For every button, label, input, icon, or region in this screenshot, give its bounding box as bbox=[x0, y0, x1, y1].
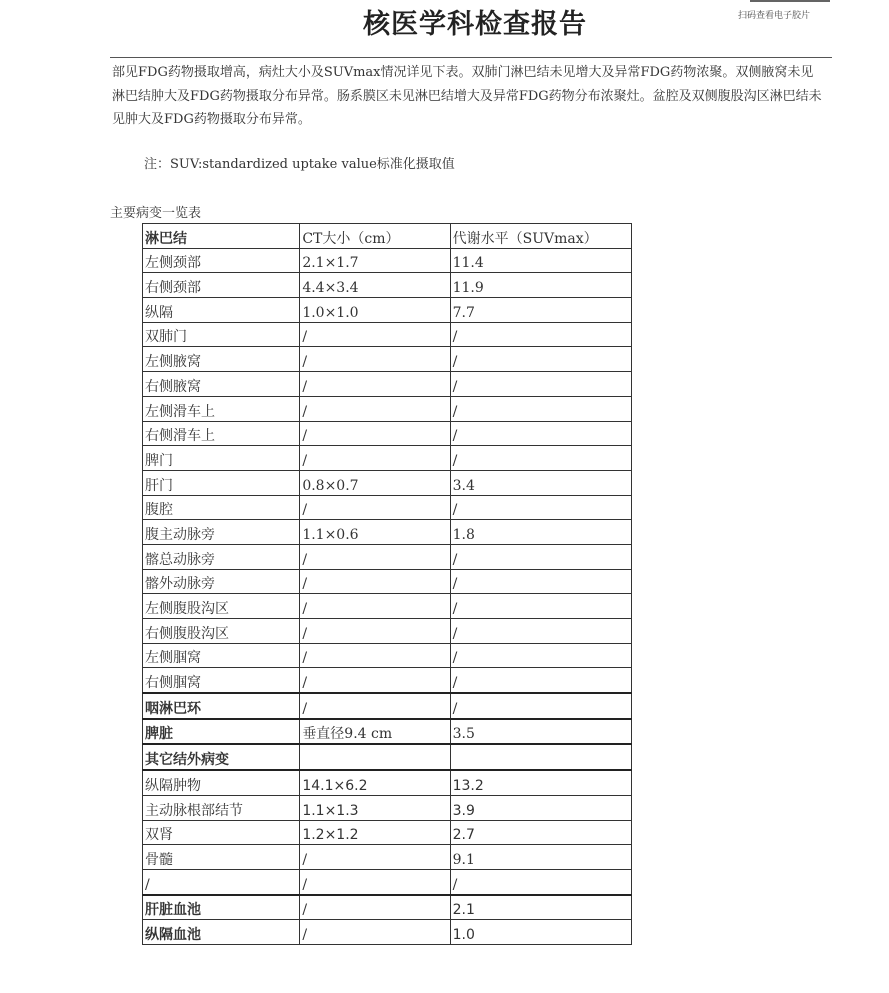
cell-suvmax: / bbox=[450, 619, 631, 644]
cell-ct-size: / bbox=[300, 396, 450, 421]
cell-site: 咽淋巴环 bbox=[143, 693, 300, 719]
cell-suvmax: 7.7 bbox=[450, 298, 631, 323]
cell-site: 右侧腋窝 bbox=[143, 372, 300, 397]
cell-site: 纵隔血池 bbox=[143, 920, 300, 945]
cell-site: 右侧颈部 bbox=[143, 273, 300, 298]
cell-ct-size: / bbox=[300, 446, 450, 471]
cell-ct-size: / bbox=[300, 495, 450, 520]
cell-site: 左侧腹股沟区 bbox=[143, 594, 300, 619]
cell-site: 主动脉根部结节 bbox=[143, 795, 300, 820]
cell-ct-size: / bbox=[300, 322, 450, 347]
cell-suvmax: 11.4 bbox=[450, 248, 631, 273]
cell-ct-size: / bbox=[300, 668, 450, 693]
cell-ct-size: 垂直径9.4 cm bbox=[300, 719, 450, 745]
table-row bbox=[143, 895, 632, 920]
cell-suvmax: / bbox=[450, 322, 631, 347]
cell-ct-size: / bbox=[300, 693, 450, 719]
table-caption: 主要病变一览表 bbox=[110, 206, 202, 221]
cell-site: 其它结外病变 bbox=[143, 744, 300, 770]
cell-site: 髂外动脉旁 bbox=[143, 569, 300, 594]
cell-suvmax: 11.9 bbox=[450, 273, 631, 298]
table-row bbox=[143, 820, 632, 845]
table-row bbox=[143, 298, 632, 323]
table-row bbox=[143, 643, 632, 668]
cell-ct-size: / bbox=[300, 845, 450, 870]
cell-suvmax: / bbox=[450, 668, 631, 693]
table-row bbox=[143, 619, 632, 644]
table-row bbox=[143, 544, 632, 569]
cell-site: 髂总动脉旁 bbox=[143, 544, 300, 569]
table-row bbox=[143, 594, 632, 619]
cell-ct-size: / bbox=[300, 895, 450, 920]
cell-ct-size: / bbox=[300, 594, 450, 619]
cell-ct-size: / bbox=[300, 619, 450, 644]
cell-ct-size: 1.2×1.2 bbox=[300, 820, 450, 845]
cell-ct-size: / bbox=[300, 347, 450, 372]
cell-site: 脾门 bbox=[143, 446, 300, 471]
cell-ct-size: / bbox=[300, 569, 450, 594]
table-row bbox=[143, 347, 632, 372]
cell-site: 腹腔 bbox=[143, 495, 300, 520]
cell-ct-size: / bbox=[300, 920, 450, 945]
table-row bbox=[143, 719, 632, 745]
cell-site: 纵隔 bbox=[143, 298, 300, 323]
table-row bbox=[143, 421, 632, 446]
cell-ct-size: 1.1×1.3 bbox=[300, 795, 450, 820]
table-row bbox=[143, 372, 632, 397]
table-row bbox=[143, 446, 632, 471]
cell-suvmax: / bbox=[450, 544, 631, 569]
cell-site: 左侧滑车上 bbox=[143, 396, 300, 421]
cell-suvmax: / bbox=[450, 869, 631, 894]
table-row bbox=[143, 744, 632, 770]
cell-suvmax: 1.8 bbox=[450, 520, 631, 545]
cell-suvmax: / bbox=[450, 693, 631, 719]
cell-suvmax bbox=[450, 744, 631, 770]
cell-ct-size: / bbox=[300, 544, 450, 569]
findings-paragraph: 部见FDG药物摄取增高，病灶大小及SUVmax情况详见下表。双肺门淋巴结未见增大及异常FDG药物浓聚。双侧腋窝未见淋巴结肿大及FDG药物摄取分布异常。肠系膜区未见淋巴结增大及异常FDG药物分布浓聚灶。盆腔及双侧腹股沟区淋巴结未见肿大及FDG药物摄取分布异常。 bbox=[112, 65, 822, 127]
cell-suvmax: / bbox=[450, 643, 631, 668]
table-row bbox=[143, 770, 632, 795]
cell-suvmax: / bbox=[450, 372, 631, 397]
table-row bbox=[143, 520, 632, 545]
cell-ct-size: 4.4×3.4 bbox=[300, 273, 450, 298]
cell-ct-size: 2.1×1.7 bbox=[300, 248, 450, 273]
table-row bbox=[143, 470, 632, 495]
header-suvmax: 代谢水平（SUVmax） bbox=[450, 224, 631, 249]
cell-suvmax: 3.5 bbox=[450, 719, 631, 745]
cell-site: 左侧颈部 bbox=[143, 248, 300, 273]
cell-site: 双肺门 bbox=[143, 322, 300, 347]
table-row bbox=[143, 668, 632, 693]
cell-site: 右侧腘窝 bbox=[143, 668, 300, 693]
cell-site: / bbox=[143, 869, 300, 894]
header-ct-size: CT大小（cm） bbox=[300, 224, 450, 249]
cell-ct-size: 1.0×1.0 bbox=[300, 298, 450, 323]
header-lymph-node: 淋巴结 bbox=[143, 224, 300, 249]
suv-note: 注：SUV:standardized uptake value标准化摄取值 bbox=[144, 157, 455, 172]
cell-suvmax: / bbox=[450, 446, 631, 471]
table-row bbox=[143, 322, 632, 347]
cell-suvmax: / bbox=[450, 421, 631, 446]
table-row bbox=[143, 273, 632, 298]
cell-site: 左侧腘窝 bbox=[143, 643, 300, 668]
header-divider bbox=[110, 57, 832, 58]
lesion-table bbox=[142, 223, 632, 945]
cell-suvmax: 2.7 bbox=[450, 820, 631, 845]
table-row bbox=[143, 845, 632, 870]
cell-suvmax: / bbox=[450, 347, 631, 372]
cell-ct-size: / bbox=[300, 372, 450, 397]
page-title: 核医学科检查报告 bbox=[363, 9, 587, 40]
table-row bbox=[143, 248, 632, 273]
table-row bbox=[143, 495, 632, 520]
cell-site: 肝门 bbox=[143, 470, 300, 495]
table-row bbox=[143, 920, 632, 945]
cell-site: 脾脏 bbox=[143, 719, 300, 745]
cell-ct-size: 1.1×0.6 bbox=[300, 520, 450, 545]
cell-suvmax: / bbox=[450, 594, 631, 619]
qr-hint-text: 扫码查看电子胶片 bbox=[738, 11, 811, 21]
cell-ct-size: / bbox=[300, 421, 450, 446]
table-row bbox=[143, 693, 632, 719]
cell-ct-size: / bbox=[300, 643, 450, 668]
table-row bbox=[143, 396, 632, 421]
cell-suvmax: / bbox=[450, 569, 631, 594]
cell-suvmax: 3.4 bbox=[450, 470, 631, 495]
table-row bbox=[143, 795, 632, 820]
table-header-row bbox=[143, 224, 632, 249]
cell-site: 肝脏血池 bbox=[143, 895, 300, 920]
cell-ct-size: / bbox=[300, 869, 450, 894]
cell-ct-size: 0.8×0.7 bbox=[300, 470, 450, 495]
cell-site: 双肾 bbox=[143, 820, 300, 845]
cell-suvmax: 13.2 bbox=[450, 770, 631, 795]
table-row bbox=[143, 569, 632, 594]
cell-site: 右侧滑车上 bbox=[143, 421, 300, 446]
cell-site: 腹主动脉旁 bbox=[143, 520, 300, 545]
cell-site: 右侧腹股沟区 bbox=[143, 619, 300, 644]
cell-suvmax: 2.1 bbox=[450, 895, 631, 920]
cell-site: 纵隔肿物 bbox=[143, 770, 300, 795]
cell-suvmax: / bbox=[450, 495, 631, 520]
cell-ct-size bbox=[300, 744, 450, 770]
cell-suvmax: 9.1 bbox=[450, 845, 631, 870]
cell-suvmax: / bbox=[450, 396, 631, 421]
table-row bbox=[143, 869, 632, 894]
cell-suvmax: 3.9 bbox=[450, 795, 631, 820]
cell-suvmax: 1.0 bbox=[450, 920, 631, 945]
cell-site: 骨髓 bbox=[143, 845, 300, 870]
cell-site: 左侧腋窝 bbox=[143, 347, 300, 372]
cell-ct-size: 14.1×6.2 bbox=[300, 770, 450, 795]
